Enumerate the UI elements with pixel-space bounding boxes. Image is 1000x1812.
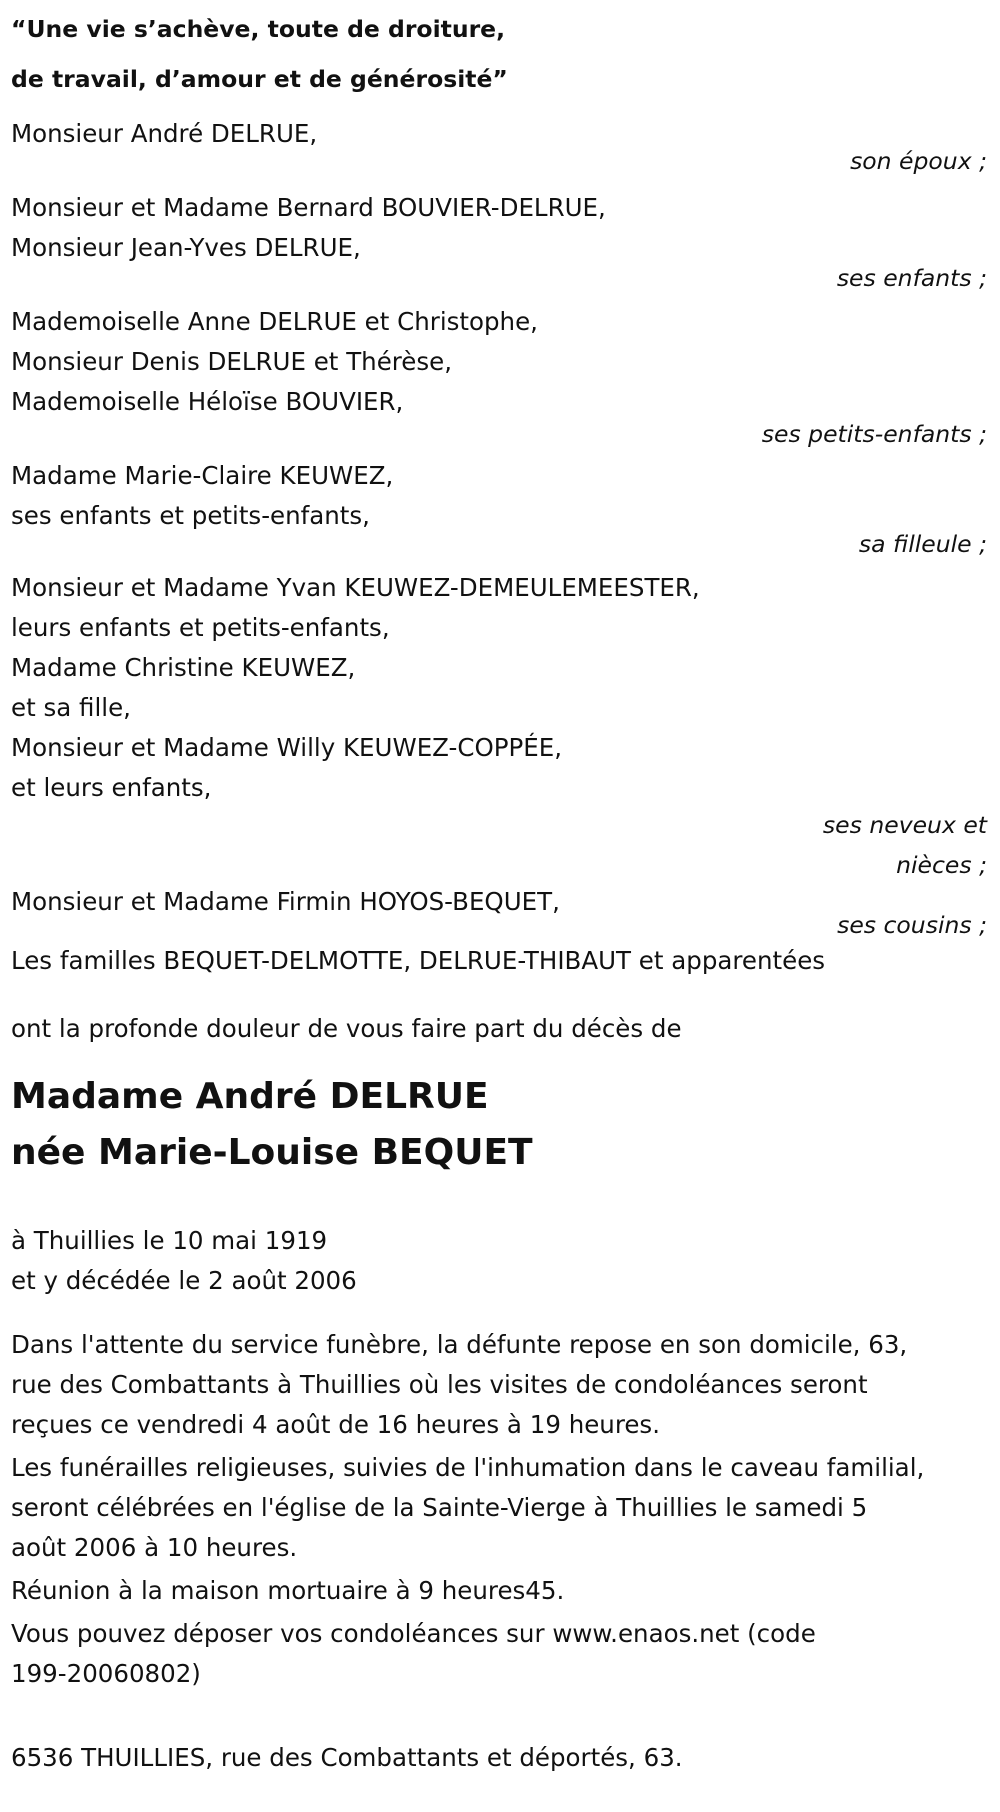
address-line: 6536 THUILLIES, rue des Combattants et déportés, 63.: [11, 1743, 683, 1772]
paragraph-line: août 2006 à 10 heures.: [11, 1533, 298, 1562]
life-dates: [11, 1221, 990, 1301]
quote-line: de travail, d’amour et de générosité”: [11, 65, 508, 93]
family-name-line: Madame Christine KEUWEZ,: [11, 653, 356, 682]
relation-label: ses enfants ;: [836, 264, 987, 292]
quote-line: “Une vie s’achève, toute de droiture,: [11, 15, 506, 43]
relation-label: ses cousins ;: [837, 911, 987, 939]
address: [11, 1738, 990, 1778]
family-group-nephews-nieces: [11, 568, 990, 885]
repose-paragraph: [11, 1325, 990, 1445]
funeral-paragraph: [11, 1448, 990, 1568]
death-line: et y décédée le 2 août 2006: [11, 1266, 357, 1295]
birth-line: à Thuillies le 10 mai 1919: [11, 1226, 328, 1255]
family-group-cousins: [11, 882, 990, 945]
paragraph-line: 199-20060802): [11, 1659, 201, 1688]
relation-label: son époux ;: [850, 147, 987, 175]
deceased-name-line: Madame André DELRUE: [11, 1076, 489, 1117]
family-name-line: Monsieur André DELRUE,: [11, 119, 318, 148]
family-name-line: Monsieur et Madame Yvan KEUWEZ-DEMEULEMEESTER,: [11, 573, 700, 602]
announcement-text: ont la profonde douleur de vous faire part du décès de: [11, 1014, 682, 1043]
relation-label: ses neveux et: [822, 811, 987, 839]
family-group-spouse: [11, 114, 990, 181]
paragraph-line: seront célébrées en l'église de la Sainte-Vierge à Thuillies le samedi 5: [11, 1493, 868, 1522]
family-name-line: Monsieur et Madame Firmin HOYOS-BEQUET,: [11, 887, 560, 916]
extended-families: [11, 941, 990, 981]
relation-label: nièces ;: [896, 851, 987, 879]
relation-label: sa filleule ;: [858, 530, 987, 558]
family-name-line: Mademoiselle Anne DELRUE et Christophe,: [11, 307, 538, 336]
family-name-line: et sa fille,: [11, 693, 131, 722]
family-name-line: Monsieur Jean-Yves DELRUE,: [11, 233, 361, 262]
paragraph-line: reçues ce vendredi 4 août de 16 heures à 19 heures.: [11, 1410, 660, 1439]
family-group-grandchildren: [11, 302, 990, 454]
opening-quote: [11, 0, 990, 104]
meeting-paragraph: [11, 1571, 990, 1611]
family-name-line: Monsieur et Madame Bernard BOUVIER-DELRUE,: [11, 193, 606, 222]
family-name-line: Monsieur et Madame Willy KEUWEZ-COPPÉE,: [11, 733, 563, 762]
family-name-line: Monsieur Denis DELRUE et Thérèse,: [11, 347, 452, 376]
deceased-name: [11, 1069, 990, 1181]
family-group-children: [11, 188, 990, 298]
condolences-paragraph: [11, 1614, 990, 1694]
relation-label: ses petits-enfants ;: [761, 420, 987, 448]
paragraph-line: rue des Combattants à Thuillies où les visites de condoléances seront: [11, 1370, 868, 1399]
family-name-line: Mademoiselle Héloïse BOUVIER,: [11, 387, 404, 416]
paragraph-line: Réunion à la maison mortuaire à 9 heures45.: [11, 1576, 565, 1605]
family-name-line: ses enfants et petits-enfants,: [11, 501, 370, 530]
family-group-goddaughter: [11, 456, 990, 564]
deceased-birth-name-line: née Marie-Louise BEQUET: [11, 1132, 533, 1173]
family-name-line: Madame Marie-Claire KEUWEZ,: [11, 461, 394, 490]
family-name-line: et leurs enfants,: [11, 773, 212, 802]
family-name-line: leurs enfants et petits-enfants,: [11, 613, 390, 642]
families-line: Les familles BEQUET-DELMOTTE, DELRUE-THIBAUT et apparentées: [11, 946, 826, 975]
paragraph-line: Les funérailles religieuses, suivies de l'inhumation dans le caveau familial,: [11, 1453, 925, 1482]
paragraph-line: Dans l'attente du service funèbre, la défunte repose en son domicile, 63,: [11, 1330, 908, 1359]
paragraph-line: Vous pouvez déposer vos condoléances sur www.enaos.net (code: [11, 1619, 816, 1648]
